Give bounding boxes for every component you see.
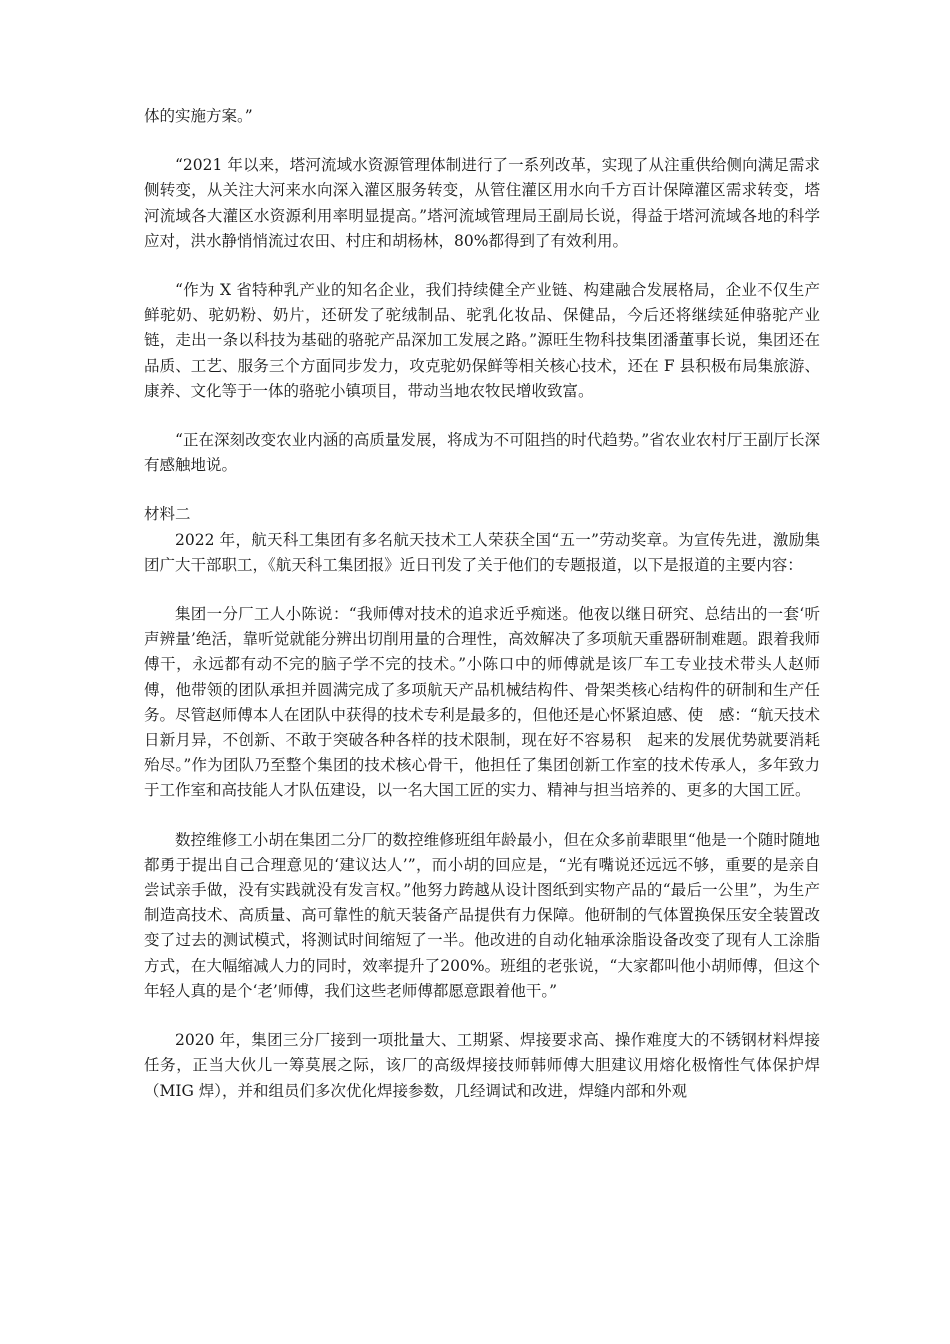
paragraph-master-han: 2020 年，集团三分厂接到一项批量大、工期紧、焊接要求高、操作难度大的不锈钢材料焊接任务，正当大伙儿一筹莫展之际，该厂的高级焊接技师韩师傅大胆建议用熔化极惰性气体保护焊（MIG 焊），并和组员们多次优化焊接参数，几经调试和改进，焊缝内部和外观 (144, 1031, 820, 1100)
paragraph-camel-industry: “作为 X 省特种乳产业的知名企业，我们持续健全产业链、构建融合发展格局，企业不仅生产鲜驼奶、驼奶粉、奶片，还研发了驼绒制品、驼乳化妆品、保健品，今后还将继续延伸骆驼产业链，走出一条以科技为基础的骆驼产品深加工发展之路。”源旺生物科技集团潘董事长说，集团还在品质、工艺、服务三个方面同步发力，攻克驼奶保鲜等相关核心技术，还在 F 县积极布局集旅游、康养、文化等于一体的骆驼小镇项目，带动当地农牧民增收致富。 (144, 281, 820, 400)
material-two-heading: 材料二 (144, 505, 191, 524)
paragraph-continuation: 体的实施方案。” (144, 107, 253, 125)
paragraph-tarim-water: “2021 年以来，塔河流域水资源管理体制进行了一系列改革，实现了从注重供给侧向满足需求侧转变，从关注大河来水向深入灌区服务转变，从管住灌区用水向千方百计保障灌区需求转变，塔河流域各大灌区水资源利用率明显提高。”塔河流域管理局王副局长说，得益于塔河流域各地的科学应对，洪水静悄悄流过农田、村庄和胡杨林，80%都得到了有效利用。 (144, 156, 820, 250)
document-page (144, 104, 820, 1104)
paragraph-master-zhao: 集团一分厂工人小陈说：“我师傅对技术的追求近乎痴迷。他夜以继日研究、总结出的一套‘听声辨量’绝活，靠听觉就能分辨出切削用量的合理性，高效解决了多项航天重器研制难题。跟着我师傅干，永远都有动不完的脑子学不完的技术。”小陈口中的师傅就是该厂车工专业技术带头人赵师傅，他带领的团队承担并圆满完成了多项航天产品机械结构件、骨架类核心结构件的研制和生产任务。尽管赵师傅本人在团队中获得的技术专利是最多的，但他还是心怀紧迫感、使 感：“航天技术日新月异，不创新、不敢于突破各种各样的技术限制，现在好不容易积 起来的发展优势就要消耗殆尽。”作为团队乃至整个集团的技术核心骨干，他担任了集团创新工作室的技术传承人，多年致力于工作室和高技能人才队伍建设，以一名大国工匠的实力、精神与担当培养的、更多的大国工匠。 (144, 605, 820, 800)
paragraph-material-two-intro: 2022 年，航天科工集团有多名航天技术工人荣获全国“五一”劳动奖章。为宣传先进，激励集团广大干部职工，《航天科工集团报》近日刊发了关于他们的专题报道，以下是报道的主要内容： (144, 530, 820, 574)
paragraph-xiao-hu: 数控维修工小胡在集团二分厂的数控维修班组年龄最小，但在众多前辈眼里“他是一个随时随地都勇于提出自己合理意见的‘建议达人’”，而小胡的回应是，“光有嘴说还远远不够，重要的是亲自尝试亲手做，没有实践就没有发言权。”他努力跨越从设计图纸到实物产品的“最后一公里”，为生产制造高技术、高质量、高可靠性的航天装备产品提供有力保障。他研制的气体置换保压安全装置改变了过去的测试模式，将测试时间缩短了一半。他改进的自动化轴承涂脂设备改变了现有人工涂脂方式，在大幅缩减人力的同时，效率提升了200%。班组的老张说，“大家都叫他小胡师傅，但这个年轻人真的是个‘老’师傅，我们这些老师傅都愿意跟着他干。” (144, 830, 820, 1000)
paragraph-agriculture: “正在深刻改变农业内涵的高质量发展，将成为不可阻挡的时代趋势。”省农业农村厅王副厅长深有感触地说。 (144, 431, 820, 475)
